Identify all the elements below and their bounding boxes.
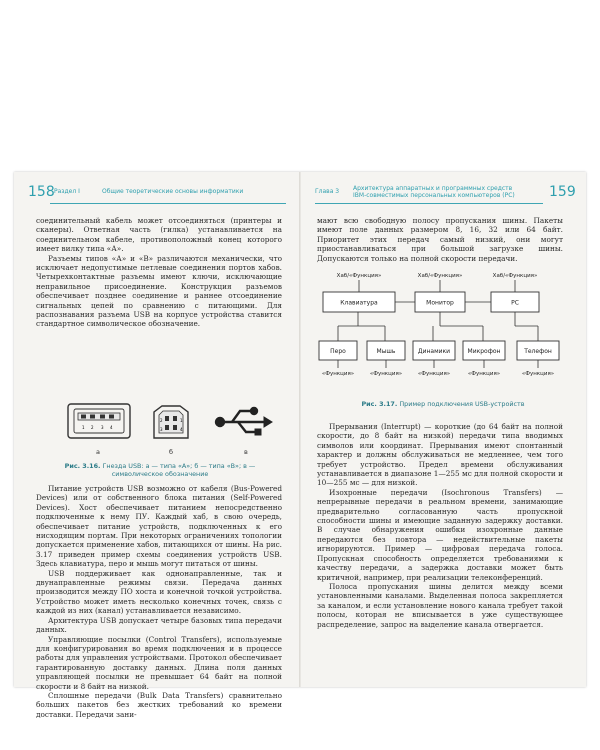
usb-symbol-icon	[216, 408, 272, 435]
svg-text:2: 2	[91, 425, 94, 430]
left-header-title: Общие теоретические основы информатики	[102, 188, 244, 195]
figure-label-v: в	[244, 448, 248, 456]
svg-text:3: 3	[160, 427, 163, 432]
figure-caption-number: Рис. 3.16.	[64, 462, 101, 470]
paragraph: Архитектура USB допускает четыре базовых типа передачи данных.	[36, 615, 282, 635]
right-section-label: Глава 3	[315, 188, 340, 195]
box-monitor: Монитор	[426, 299, 454, 307]
figure-label-a: а	[96, 448, 100, 456]
paragraph: Управляющие посылки (Control Transfers), используемые для конфигурирования во время подключения и в процессе работы для управления устройствами. Протокол обеспечивает гарантированную доставку данных. Длина поля данных управляющей посылки не превышает 64 байт на полной скорости и 8 байт на низкой.	[36, 634, 282, 691]
svg-text:1: 1	[82, 425, 85, 430]
diagram-hub-labels	[337, 273, 538, 279]
box-pen: Перо	[330, 348, 346, 355]
box-speakers: Динамики	[417, 348, 451, 355]
usb-type-a-socket	[68, 404, 130, 438]
svg-text:1: 1	[180, 418, 183, 423]
diagram-function-labels	[322, 371, 554, 377]
paragraph: Прерывания (Interrupt) — короткие (до 64 байт на полной скорости, до 8 байт на низкой) передачи типа вводимых символов или координат. Прерывания имеют спонтанный характер и должны обслуживаться не медленнее, чем того требует устройство. Предел времени обслуживания устанавливается в диапазоне 1—255 мс для полной скорости и 10—255 мс — для низкой.	[317, 422, 563, 488]
figure-caption-number: Рис. 3.17.	[361, 400, 398, 408]
right-header-title	[353, 185, 515, 199]
usb-type-b-socket	[154, 406, 188, 438]
box-phone: Телефон	[524, 348, 552, 355]
paragraph: USB поддерживает как однонаправленные, так и двунаправленные режимы связи. Передача данных производится между ПО хоста и конечной точкой устройства. Устройство может иметь несколько конечных точек, связь с каждой из них (канал) устанавливается независимо.	[36, 568, 282, 616]
paragraph: Разъемы типов «А» и «В» различаются механически, что исключает недопустимые петлевые соединения портов хабов. Четырехконтактные разъемы имеют ключи, исключающие неправильное присоединение. Конструкция разъемов обеспечивает позднее соединение и раннее отсоединение сигнальных цепей по сравнению с питающими. Для распознавания разъема USB на корпусе устройства ставится стандартное символическое обозначение.	[36, 253, 282, 329]
figure-caption-text: Пример подключения USB-устройств	[399, 400, 525, 408]
figure-label-b: б	[169, 448, 174, 456]
svg-text:3: 3	[101, 425, 104, 430]
right-text-top	[317, 216, 563, 263]
diagram-bottom-boxes	[319, 341, 559, 360]
figure-caption-text: Гнезда USB: а — типа «А»; б — типа «В»; в — символическое обозначение	[102, 462, 256, 478]
box-microphone: Микрофон	[467, 348, 501, 355]
box-mouse: Мышь	[376, 348, 396, 355]
usb-connectors-figure	[34, 398, 284, 462]
function-label-leaders	[338, 360, 538, 368]
right-header-rule	[315, 203, 543, 204]
svg-text:2: 2	[160, 418, 163, 423]
paragraph: Питание устройств USB возможно от кабеля (Bus-Powered Devices) или от собственного блока питания (Self-Powered Devices). Хост обеспечивает питанием непосредственно подключенные к нему ПУ. Каждый хаб, в свою очередь, обеспечивает питание устройств, подключенных к его нисходящим портам. При некоторых ограничениях топологии допускается применение хабов, питающихся от шины. На рис. 3.17 приведен пример схемы соединения устройств USB. Здесь клавиатура, перо и мышь могут питаться от шины.	[36, 484, 282, 569]
paragraph: Изохронные передачи (Isochronous Transfers) — непрерывные передачи в реальном времени, занимающие предварительно согласованную часть пропускной способности шины и имеющие заданную задержку доставки. В случае обнаружения ошибки изохронные данные передаются без повтора — недействительные пакеты игнорируются. Пример — цифровая передача голоса. Пропускная способность определяется требованиями к качеству передачи, а задержка доставки может быть критичной, например, при реализации телеконференций.	[317, 487, 563, 582]
function-label: «Функция»	[417, 371, 451, 377]
diagram-top-boxes	[323, 292, 539, 312]
function-label: «Функция»	[369, 371, 403, 377]
function-label: «Функция»	[467, 371, 501, 377]
right-text-bottom	[317, 422, 563, 629]
right-page	[301, 172, 586, 687]
right-page-number: 159	[549, 184, 576, 200]
usb-connection-diagram	[303, 262, 583, 412]
left-running-header	[28, 184, 286, 208]
paragraph: Полоса пропускания шины делится между всеми установленными каналами. Выделенная полоса закрепляется за каналом, и если установление нового канала требует такой полосы, которая не вписывается в уже существующее распределение, запрос на выделение канала отвергается.	[317, 581, 563, 629]
left-text-bottom	[36, 484, 282, 719]
box-keyboard: Клавиатура	[340, 299, 378, 307]
right-header-title-line2: IBM-совместимых персональных компьютеров (PC)	[353, 192, 515, 199]
paragraph: мают всю свободную полосу пропускания шины. Пакеты имеют поле данных размером 8, 16, 32 или 64 байт. Приоритет этих передач самый низкий, они могут приостанавливаться при большой загрузке шины. Допускаются только на полной скорости передачи.	[317, 216, 563, 263]
paragraph: соединительный кабель может отсоединяться (принтеры и сканеры). Ответная часть (гилка) устанавливается на соединительном кабеле, противоположный конец которого имеет вилку типа «А».	[36, 216, 282, 254]
hub-label-pc: Хаб/«Функция»	[492, 273, 538, 279]
function-label: «Функция»	[521, 371, 555, 377]
svg-text:4: 4	[180, 427, 183, 432]
right-running-header	[315, 184, 576, 208]
svg-text:4: 4	[110, 425, 113, 430]
hub-label-keyboard: Хаб/«Функция»	[336, 273, 382, 279]
left-page	[14, 172, 299, 719]
function-label: «Функция»	[321, 371, 355, 377]
right-header-title-line1: Архитектура аппаратных и программных средств	[353, 185, 513, 192]
left-page-number: 158	[28, 184, 55, 200]
left-text-top	[36, 216, 282, 329]
left-section-label: Раздел I	[54, 188, 80, 195]
book-spread	[14, 172, 586, 719]
figure-3-16-caption	[58, 462, 262, 478]
left-header-rule	[50, 203, 286, 204]
hub-label-leaders	[359, 280, 515, 292]
box-pc: PC	[511, 299, 519, 307]
figure-3-17-caption	[331, 400, 555, 408]
paragraph: Сплошные передачи (Bulk Data Transfers) сравнительно больших пакетов без жестких требований ко времени доставки. Передачи зани-	[36, 690, 282, 719]
hub-label-monitor: Хаб/«Функция»	[417, 273, 463, 279]
